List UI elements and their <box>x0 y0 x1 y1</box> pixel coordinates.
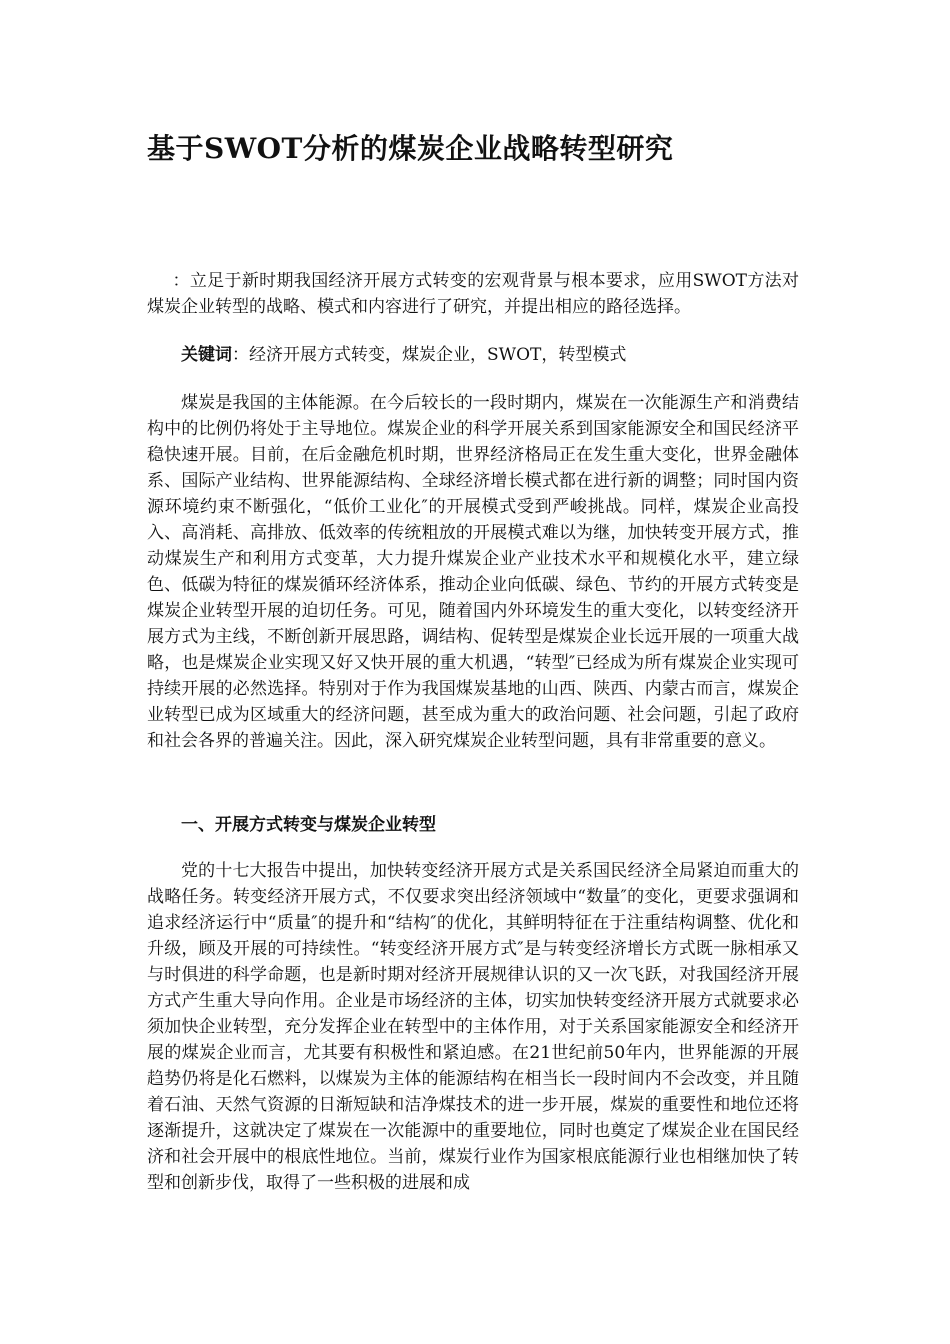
section-heading-1: 一、开展方式转变与煤炭企业转型 <box>181 815 436 835</box>
keywords-text: ：经济开展方式转变，煤炭企业，SWOT，转型模式 <box>232 345 627 365</box>
body-paragraph-2: 党的十七大报告中提出，加快转变经济开展方式是关系国民经济全局紧迫而重大的战略任务。转变经济开展方式，不仅要求突出经济领域中“数量″的变化，更要求强调和追求经济运行中“质量″的提升和“结构″的优化，其鲜明特征在于注重结构调整、优化和升级，顾及开展的可持续性。“转变经济开展方式″是与转变经济增长方式既一脉相承又与时俱进的科学命题，也是新时期对经济开展规律认识的又一次飞跃，对我国经济开展方式产生重大导向作用。企业是市场经济的主体，切实加快转变经济开展方式就要求必须加快企业转型，充分发挥企业在转型中的主体作用，对于关系国家能源安全和经济开展的煤炭企业而言，尤其要有积极性和紧迫感。在21世纪前50年内，世界能源的开展趋势仍将是化石燃料，以煤炭为主体的能源结构在相当长一段时间内不会改变，并且随着石油、天然气资源的日渐短缺和洁净煤技术的进一步开展，煤炭的重要性和地位还将逐渐提升，这就决定了煤炭在一次能源中的重要地位，同时也奠定了煤炭企业在国民经济和社会开展中的根底性地位。当前，煤炭行业作为国家根底能源行业也相继加快了转型和创新步伐，取得了一些积极的进展和成 <box>147 861 799 1193</box>
keywords-label: 关键词 <box>181 345 232 365</box>
keywords-line <box>147 342 799 368</box>
body-paragraph-1: 煤炭是我国的主体能源。在今后较长的一段时期内，煤炭在一次能源生产和消费结构中的比例仍将处于主导地位。煤炭企业的科学开展关系到国家能源安全和国民经济平稳快速开展。目前，在后金融危机时期，世界经济格局正在发生重大变化，世界金融体系、国际产业结构、世界能源结构、全球经济增长模式都在进行新的调整；同时国内资源环境约束不断强化，“低价工业化″的开展模式受到严峻挑战。同样，煤炭企业高投入、高消耗、高排放、低效率的传统粗放的开展模式难以为继，加快转变开展方式，推动煤炭生产和利用方式变革，大力提升煤炭企业产业技术水平和规模化水平，建立绿色、低碳为特征的煤炭循环经济体系，推动企业向低碳、绿色、节约的开展方式转变是煤炭企业转型开展的迫切任务。可见，随着国内外环境发生的重大变化，以转变经济开展方式为主线，不断创新开展思路，调结构、促转型是煤炭企业长远开展的一项重大战略，也是煤炭企业实现又好又快开展的重大机遇，“转型″已经成为所有煤炭企业实现可持续开展的必然选择。特别对于作为我国煤炭基地的山西、陕西、内蒙古而言，煤炭企业转型已成为区域重大的经济问题，甚至成为重大的政治问题、社会问题，引起了政府和社会各界的普遍关注。因此，深入研究煤炭企业转型问题，具有非常重要的意义。 <box>147 393 799 751</box>
document-title: 基于SWOT分析的煤炭企业战略转型研究 <box>147 132 674 165</box>
abstract-paragraph: ：立足于新时期我国经济开展方式转变的宏观背景与根本要求，应用SWOT方法对煤炭企业转型的战略、模式和内容进行了研究，并提出相应的路径选择。 <box>147 271 799 317</box>
